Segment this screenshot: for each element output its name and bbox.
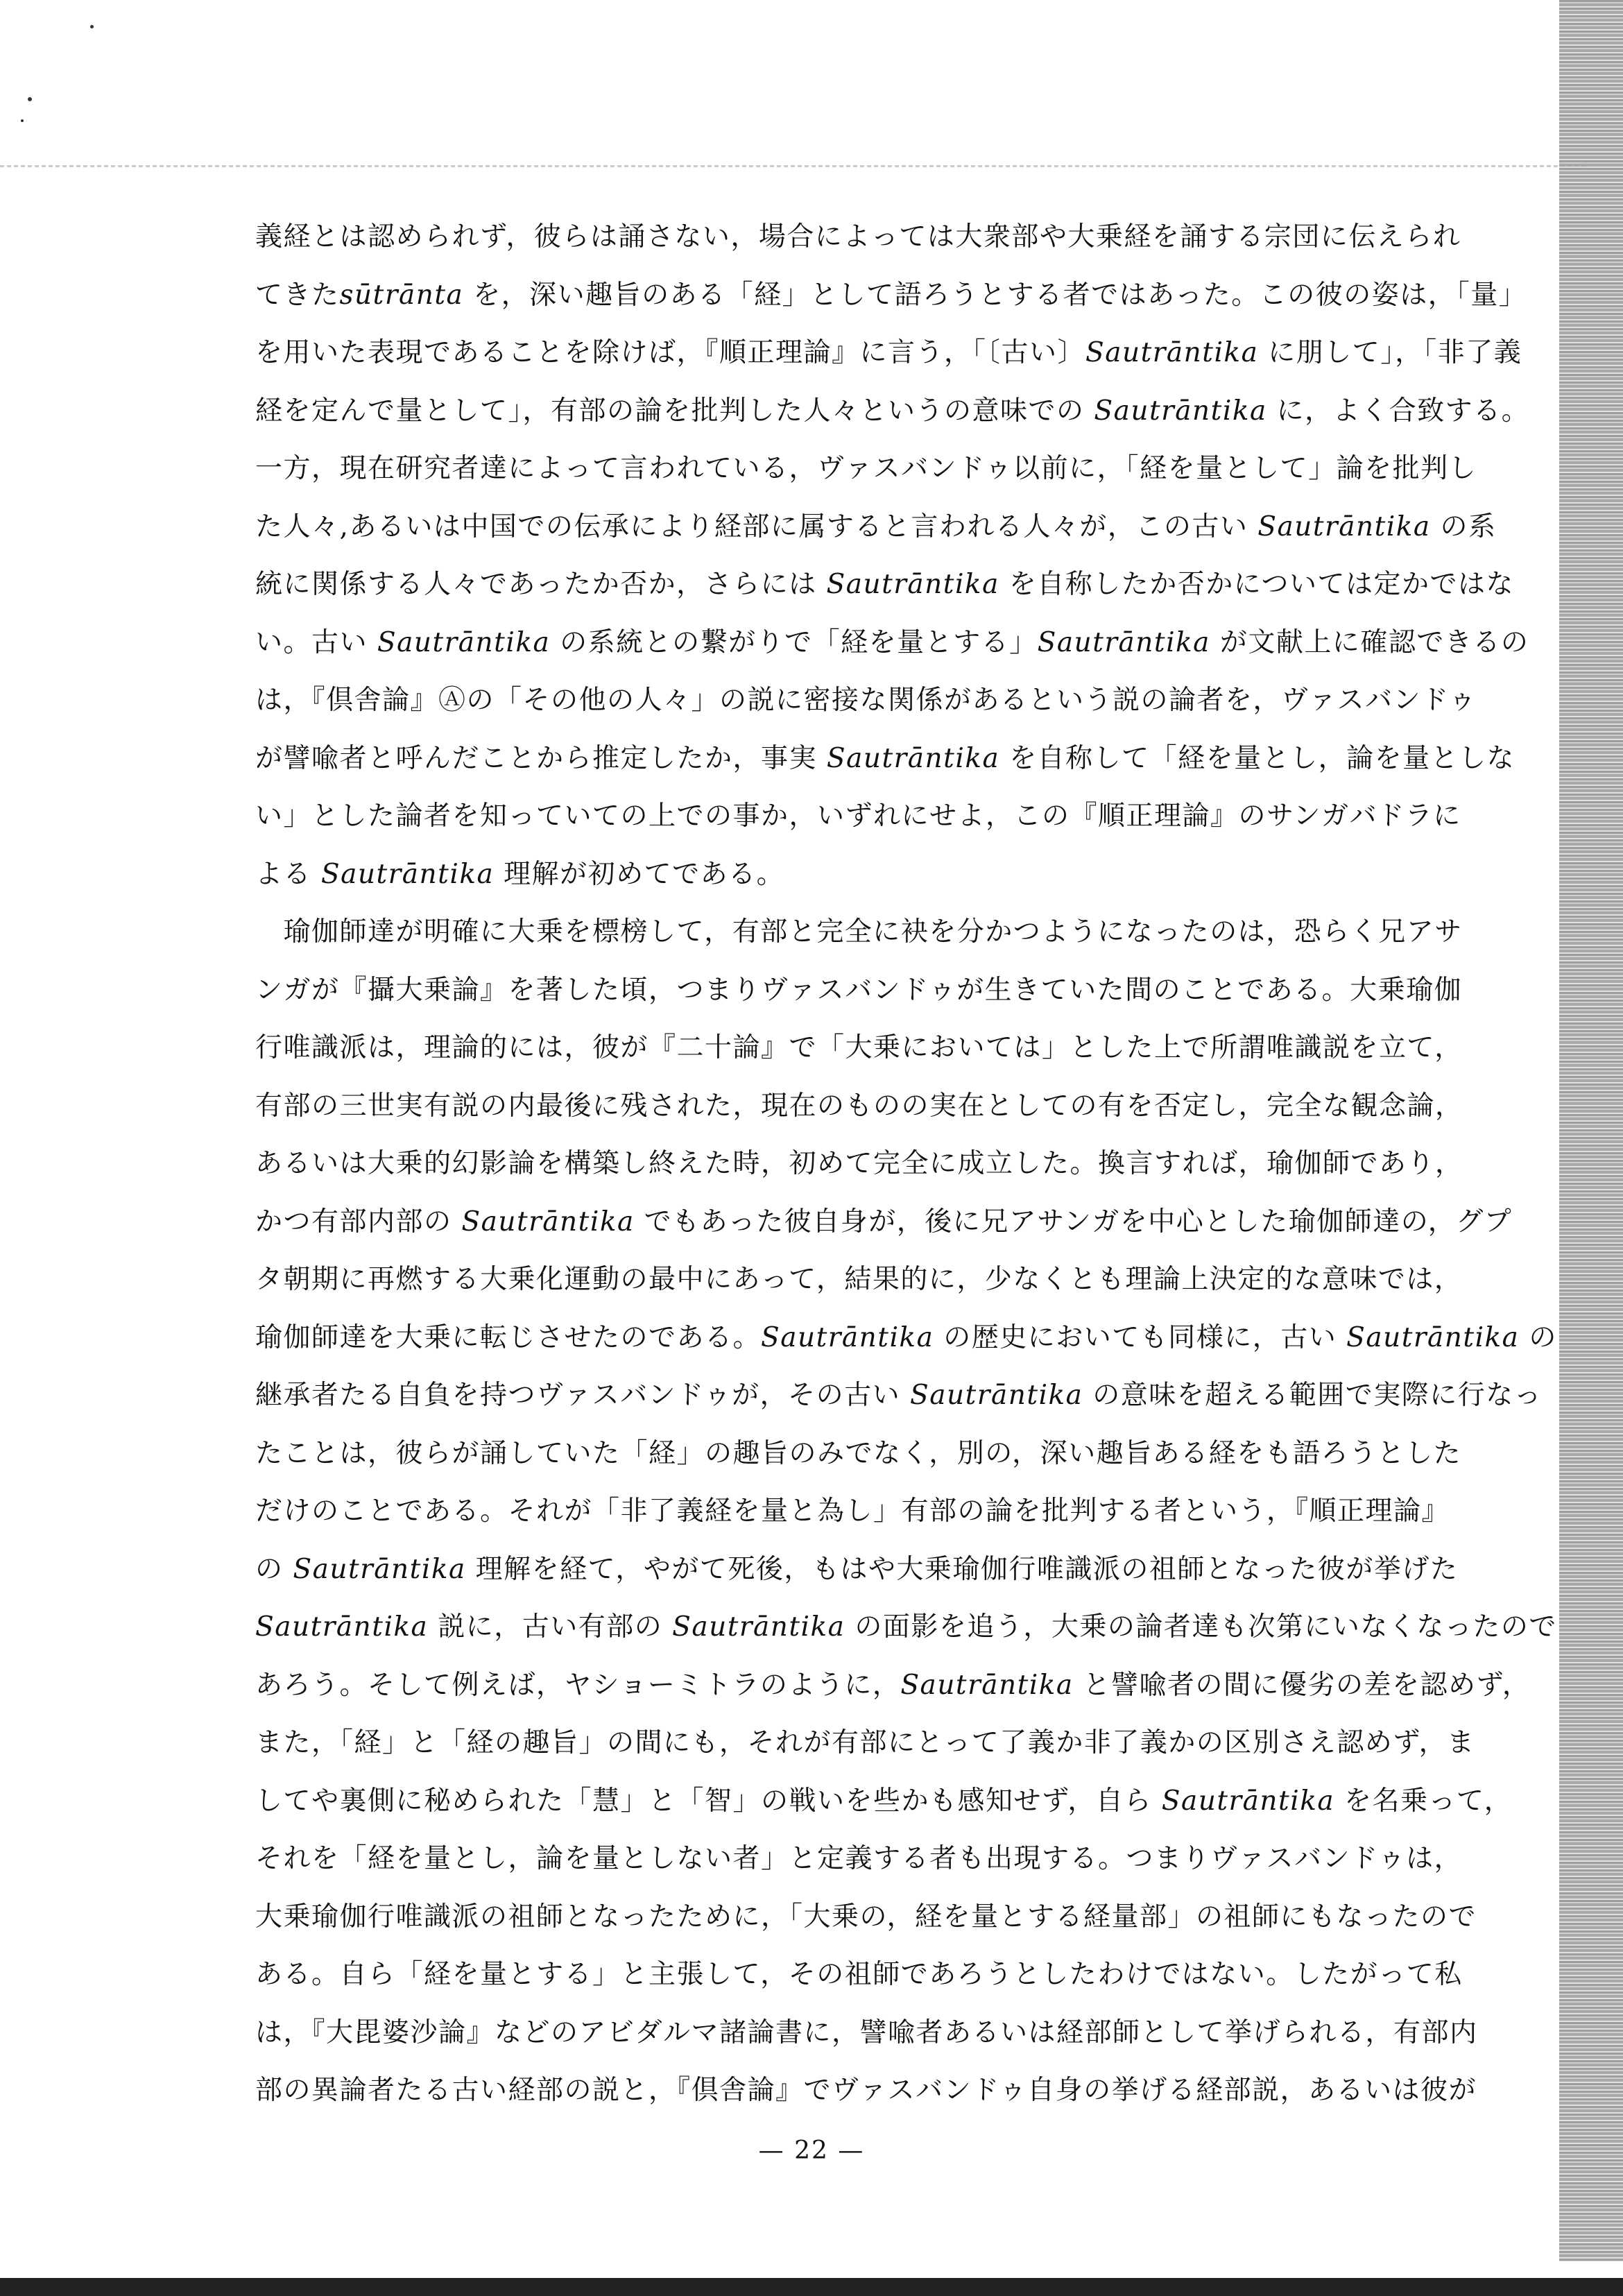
italic-term: Sautrāntika bbox=[1257, 511, 1431, 542]
paragraph-1 bbox=[255, 208, 1530, 903]
text-line: 瑜伽師達を大乗に転じさせたのである。Sautrāntika の歴史においても同様に，古い Sautrāntika の bbox=[255, 1321, 1557, 1353]
scan-right-edge bbox=[1559, 0, 1623, 2261]
text-line: た人々,あるいは中国での伝承により経部に属すると言われる人々が，この古い Sautrāntika の系 bbox=[255, 511, 1497, 542]
text-line: よる Sautrāntika 理解が初めてである。 bbox=[255, 858, 785, 890]
italic-term: Sautrāntika bbox=[672, 1611, 845, 1643]
scan-speck bbox=[28, 97, 32, 101]
italic-term: Sautrāntika bbox=[826, 569, 999, 600]
italic-term: Sautrāntika bbox=[1037, 626, 1210, 658]
italic-term: Sautrāntika bbox=[761, 1321, 934, 1353]
text-line: かつ有部内部の Sautrāntika でもあった彼自身が，後に兄アサンガを中心とした瑜伽師達の，グプ bbox=[255, 1206, 1513, 1237]
text-line: 統に関係する人々であったか否か，さらには Sautrāntika を自称したか否かについては定かではな bbox=[255, 569, 1514, 600]
paragraph-2 bbox=[255, 903, 1557, 2120]
text-line: ンガが『攝大乗論』を著した頃，つまりヴァスバンドゥが生きていた間のことである。大乗瑜伽 bbox=[255, 974, 1463, 1006]
italic-term: Sautrāntika bbox=[826, 742, 1000, 774]
text-line: ある。自ら「経を量とする」と主張して，その祖師であろうとしたわけではない。したがって私 bbox=[255, 1959, 1463, 1990]
text-line: あるいは大乗的幻影論を構築し終えた時，初めて完全に成立した。換言すれば，瑜伽師であり， bbox=[255, 1148, 1463, 1179]
text-line: い。古い Sautrāntika の系統との繋がりで「経を量とする」Sautrāntika が文献上に確認できるの bbox=[255, 626, 1529, 658]
italic-term: Sautrāntika bbox=[1094, 395, 1267, 427]
italic-term: Sautrāntika bbox=[1085, 337, 1259, 368]
text-line: たことは，彼らが誦していた「経」の趣旨のみでなく，別の，深い趣旨ある経をも語ろうとした bbox=[255, 1437, 1462, 1469]
italic-term: Sautrāntika bbox=[320, 858, 495, 890]
text-line: 経を定んで量として」，有部の論を批判した人々というの意味での Sautrāntika に，よく合致する。 bbox=[255, 395, 1530, 427]
italic-term: Sautrāntika bbox=[1161, 1785, 1335, 1817]
page-body bbox=[255, 208, 1557, 2120]
text-line: 一方，現在研究者達によって言われている，ヴァスバンドゥ以前に，「経を量として」論を批判し bbox=[255, 453, 1477, 484]
text-line: また，「経」と「経の趣旨」の間にも，それが有部にとって了義か非了義かの区別さえ認めず，ま bbox=[255, 1727, 1475, 1758]
text-line: を用いた表現であることを除けば，『順正理論』に言う，「〔古い〕Sautrāntika に朋して」，「非了義 bbox=[255, 337, 1522, 368]
text-line: してや裏側に秘められた「慧」と「智」の戦いを些かも感知せず，自ら Sautrāntika を名乗って， bbox=[255, 1785, 1513, 1817]
text-line: あろう。そして例えば，ヤショーミトラのように，Sautrāntika と譬喩者の間に優劣の差を認めず， bbox=[255, 1669, 1531, 1701]
text-line: 継承者たる自負を持つヴァスバンドゥが，その古い Sautrāntika の意味を超える範囲で実際に行なっ bbox=[255, 1380, 1543, 1411]
italic-term: Sautrāntika bbox=[293, 1553, 466, 1585]
scan-bottom-edge bbox=[0, 2278, 1623, 2296]
text-line: 有部の三世実有説の内最後に残された，現在のものの実在としての有を否定し，完全な観念論， bbox=[255, 1090, 1463, 1122]
text-line: てきたsūtrānta を，深い趣旨のある「経」として語ろうとする者ではあった。この彼の姿は，「量」 bbox=[255, 279, 1527, 311]
text-line: が譬喩者と呼んだことから推定したか，事実 Sautrāntika を自称して「経を量とし，論を量としな bbox=[255, 742, 1515, 774]
scan-top-rule bbox=[0, 165, 1588, 167]
italic-term: sūtrānta bbox=[339, 279, 464, 311]
text-line: の Sautrāntika 理解を経て，やがて死後，もはや大乗瑜伽行唯識派の祖師となった彼が挙げた bbox=[255, 1553, 1459, 1585]
italic-term: Sautrāntika bbox=[1346, 1321, 1520, 1353]
italic-term: Sautrāntika bbox=[461, 1206, 635, 1237]
text-line: Sautrāntika 説に，古い有部の Sautrāntika の面影を追う，大乗の論者達も次第にいなくなったので bbox=[255, 1611, 1557, 1643]
text-line: は，『大毘婆沙論』などのアビダルマ諸論書に，譬喩者あるいは経部師として挙げられる，有部内 bbox=[255, 2016, 1478, 2048]
text-line: 義経とは認められず，彼らは誦さない，場合によっては大衆部や大乗経を誦する宗団に伝えられ bbox=[255, 221, 1461, 252]
text-line: 大乗瑜伽行唯識派の祖師となったために，「大乗の，経を量とする経量部」の祖師にもなったので bbox=[255, 1901, 1477, 1933]
page-number: — 22 — bbox=[758, 2136, 865, 2165]
text-line: 瑜伽師達が明確に大乗を標榜して，有部と完全に袂を分かつようになったのは，恐らく兄アサ bbox=[255, 916, 1463, 948]
italic-term: Sautrāntika bbox=[255, 1611, 429, 1643]
text-line: 部の異論者たる古い経部の説と，『倶舎論』でヴァスバンドゥ自身の挙げる経部説，あるいは彼が bbox=[255, 2075, 1477, 2106]
italic-term: Sautrāntika bbox=[910, 1380, 1083, 1411]
text-line: だけのことである。それが「非了義経を量と為し」有部の論を批判する者という，『順正理論』 bbox=[255, 1496, 1450, 1527]
text-line: タ朝期に再燃する大乗化運動の最中にあって，結果的に，少なくとも理論上決定的な意味では， bbox=[255, 1264, 1463, 1295]
scan-speck bbox=[90, 25, 94, 28]
text-line: い」とした論者を知っていての上での事か，いずれにせよ，この『順正理論』のサンガバドラに bbox=[255, 800, 1461, 832]
scan-speck bbox=[21, 119, 24, 122]
italic-term: Sautrāntika bbox=[377, 626, 551, 658]
text-line: は，『倶舎論』Ⓐの「その他の人々」の説に密接な関係があるという説の論者を，ヴァスバンドゥ bbox=[255, 685, 1477, 716]
text-line: 行唯識派は，理論的には，彼が『二十論』で「大乗においては」とした上で所謂唯識説を立て， bbox=[255, 1032, 1463, 1063]
italic-term: Sautrāntika bbox=[900, 1669, 1074, 1701]
text-line: それを「経を量とし，論を量としない者」と定義する者も出現する。つまりヴァスバンドゥは， bbox=[255, 1843, 1463, 1874]
